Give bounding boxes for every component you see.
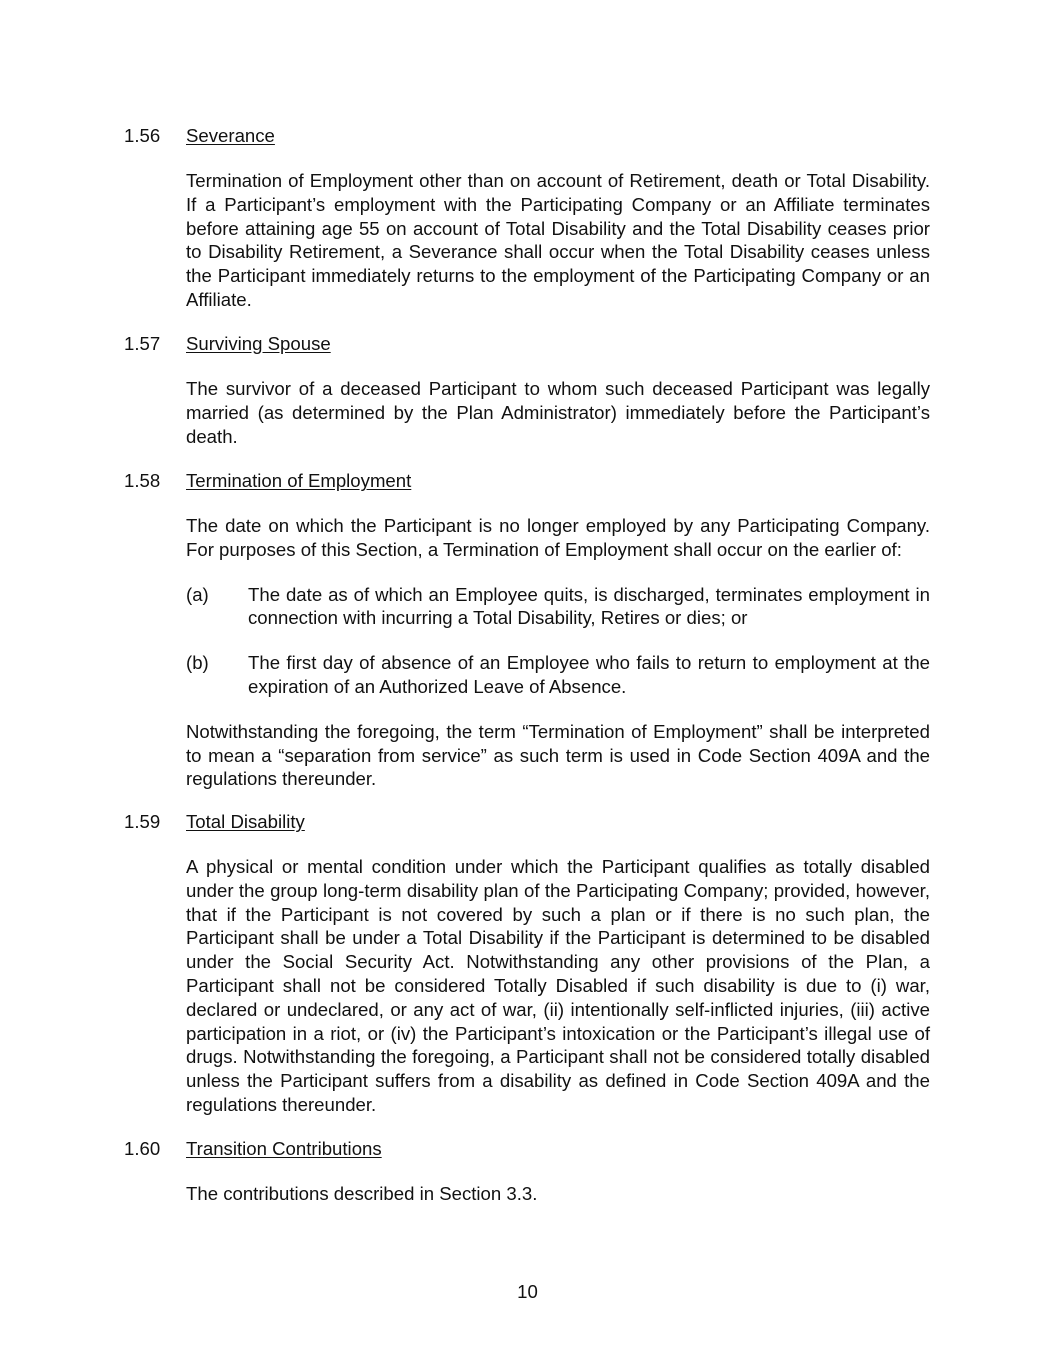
section-paragraph: Termination of Employment other than on account of Retirement, death or Total Disability. If a Participant’s employment with the Participating Company or an Affiliate terminates before attaining age 55 on account of Total Disability and the Total Disability ceases prior to Disability Retirement, a Severance shall occur when the Total Disability ceases unless the Participant immediately returns to the employment of the Participating Company or an Affiliate. xyxy=(186,170,930,310)
section-number: 1.58 xyxy=(124,470,161,491)
section-number: 1.56 xyxy=(124,125,161,146)
section-paragraph: A physical or mental condition under which the Participant qualifies as totally disabled under the group long-term disability plan of the Participating Company; provided, however, that if the Participant is not covered by such a plan or if there is no such plan, the Participant shall be under a Total Disability if the Participant is determined to be disabled under the Social Security Act. Notwithstanding any other provisions of the Plan, a Participant shall not be considered Totally Disabled if such disability is due to (i) war, declared or undeclared, or any act of war, (ii) intentionally self-inflicted injuries, (iii) active participation in a riot, or (iv) the Participant’s intoxication or the Participant’s illegal use of drugs. Notwithstanding the foregoing, a Participant shall not be considered totally disabled unless the Participant suffers from a disability as defined in Code Section 409A and the regulations thereunder. xyxy=(186,856,930,1115)
list-item-text: The first day of absence of an Employee who fails to return to employment at the expiration of an Authorized Leave of Absence. xyxy=(248,652,930,697)
list-item-text: The date as of which an Employee quits, is discharged, terminates employment in connection with incurring a Total Disability, Retires or dies; or xyxy=(248,583,930,629)
section-1-56 xyxy=(124,124,932,312)
section-heading xyxy=(124,469,932,493)
section-number: 1.59 xyxy=(124,811,161,832)
list-item xyxy=(186,651,930,699)
section-number: 1.60 xyxy=(124,1138,161,1159)
page-number: 10 xyxy=(517,1281,538,1302)
section-heading xyxy=(124,1137,932,1161)
section-paragraph: The contributions described in Section 3.3. xyxy=(186,1183,538,1204)
section-heading xyxy=(124,124,932,148)
section-1-60 xyxy=(124,1137,932,1206)
section-1-59 xyxy=(124,810,932,1117)
section-heading xyxy=(124,810,932,834)
section-title: Surviving Spouse xyxy=(186,333,331,354)
list-item-label: (b) xyxy=(186,652,209,674)
section-paragraph: The survivor of a deceased Participant to whom such deceased Participant was legally married (as determined by the Plan Administrator) immediately before the Participant’s death. xyxy=(186,378,930,447)
section-title: Total Disability xyxy=(186,811,305,832)
section-closing: Notwithstanding the foregoing, the term “Termination of Employment” shall be interpreted to mean a “separation from service” as such term is used in Code Section 409A and the regulations thereunder. xyxy=(186,720,930,790)
section-heading xyxy=(124,332,932,356)
list-item xyxy=(186,583,930,631)
section-title: Severance xyxy=(186,125,275,146)
section-1-58 xyxy=(124,469,932,791)
section-title: Transition Contributions xyxy=(186,1138,382,1159)
section-intro: The date on which the Participant is no longer employed by any Participating Company. For purposes of this Section, a Termination of Employment shall occur on the earlier of: xyxy=(186,515,930,560)
section-1-57 xyxy=(124,332,932,448)
section-title: Termination of Employment xyxy=(186,470,412,491)
section-number: 1.57 xyxy=(124,333,161,354)
list-item-label: (a) xyxy=(186,583,209,605)
